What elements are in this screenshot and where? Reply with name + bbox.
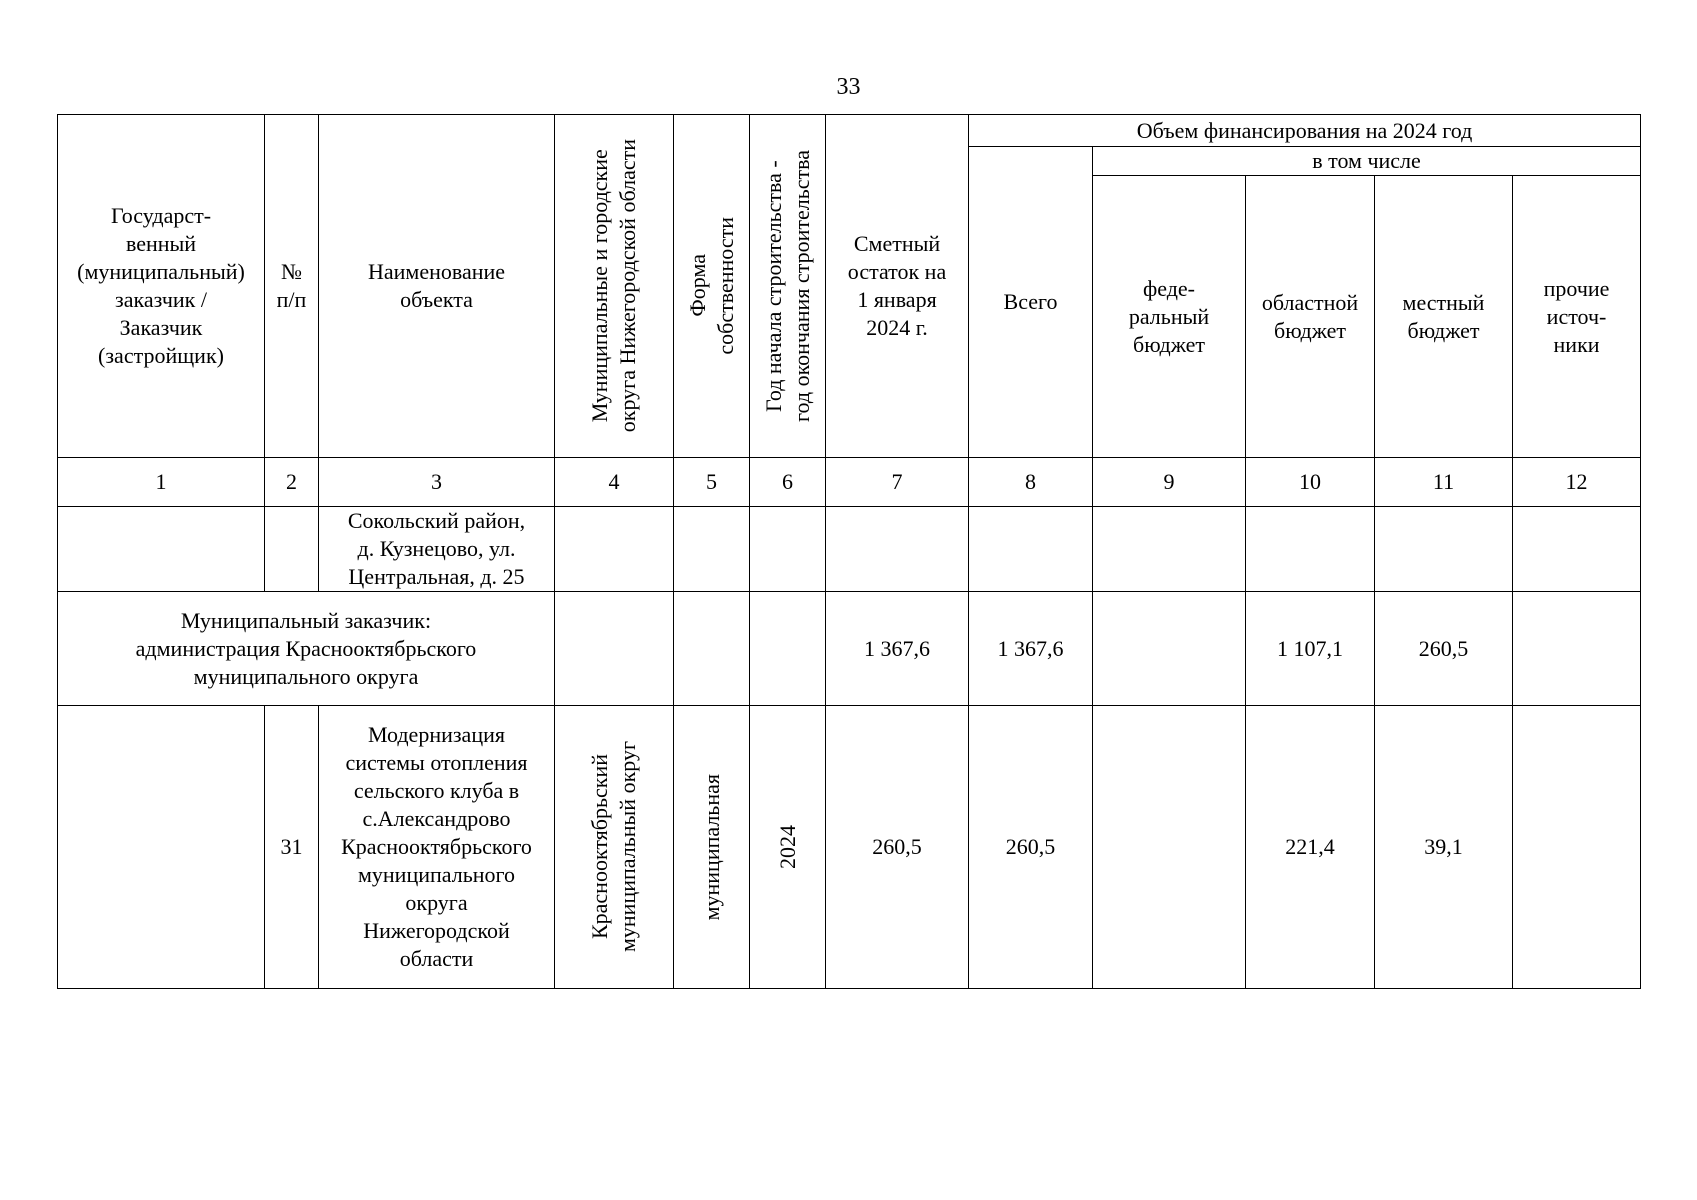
- header-ownership: [674, 115, 750, 458]
- header-financing: Объем финансирования на 2024 год: [969, 115, 1641, 147]
- cell-empty: [58, 706, 265, 989]
- cell-federal: [1093, 592, 1246, 706]
- cell-municipality-text: Краснооктябрьский муниципальный округ: [587, 741, 640, 953]
- header-municipality: [555, 115, 674, 458]
- table-row-item-31: [58, 706, 1641, 989]
- table-row-continued: [58, 507, 1641, 592]
- cell-ownership: [674, 706, 750, 989]
- cell-empty: [750, 507, 826, 592]
- cell-regional: 221,4: [1246, 706, 1375, 989]
- column-number: 11: [1375, 458, 1513, 507]
- cell-federal: [1093, 706, 1246, 989]
- cell-empty: [674, 592, 750, 706]
- column-number: 3: [319, 458, 555, 507]
- cell-empty: [265, 507, 319, 592]
- column-number: 10: [1246, 458, 1375, 507]
- cell-empty: [1513, 507, 1641, 592]
- cell-empty: [969, 507, 1093, 592]
- cell-customer: Муниципальный заказчик: администрация Краснооктябрьского муниципального округа: [58, 592, 555, 706]
- column-number: 8: [969, 458, 1093, 507]
- cell-empty: [1246, 507, 1375, 592]
- cell-estimate: 260,5: [826, 706, 969, 989]
- header-object-name: Наименование объекта: [319, 115, 555, 458]
- cell-number: 31: [265, 706, 319, 989]
- header-local: местный бюджет: [1375, 176, 1513, 458]
- column-number: 1: [58, 458, 265, 507]
- column-number: 9: [1093, 458, 1246, 507]
- page-number: 33: [836, 74, 861, 100]
- header-regional: областной бюджет: [1246, 176, 1375, 458]
- header-other: прочие источ- ники: [1513, 176, 1641, 458]
- header-including: в том числе: [1093, 147, 1641, 176]
- cell-years: [750, 706, 826, 989]
- cell-empty: [826, 507, 969, 592]
- header-total: Всего: [969, 147, 1093, 458]
- column-numbers-row: [58, 458, 1641, 507]
- cell-empty: [555, 507, 674, 592]
- header-ownership-text: Форма собственности: [684, 217, 738, 355]
- header-estimate: Сметный остаток на 1 января 2024 г.: [826, 115, 969, 458]
- cell-years-text: 2024: [774, 825, 800, 869]
- header-customer: Государст- венный (муниципальный) заказчик / Заказчик (застройщик): [58, 115, 265, 458]
- financing-table: [57, 114, 1641, 989]
- cell-municipality: [555, 706, 674, 989]
- cell-other: [1513, 706, 1641, 989]
- table-row-customer-group: [58, 592, 1641, 706]
- cell-object-name: Сокольский район, д. Кузнецово, ул. Центральная, д. 25: [319, 507, 555, 592]
- cell-empty: [1093, 507, 1246, 592]
- column-number: 2: [265, 458, 319, 507]
- cell-local: 39,1: [1375, 706, 1513, 989]
- cell-estimate: 1 367,6: [826, 592, 969, 706]
- column-number: 4: [555, 458, 674, 507]
- header-years: [750, 115, 826, 458]
- header-municipality-text: Муниципальные и городские округа Нижегородской области: [587, 139, 640, 433]
- header-federal: феде- ральный бюджет: [1093, 176, 1246, 458]
- cell-local: 260,5: [1375, 592, 1513, 706]
- cell-ownership-text: муниципальная: [698, 773, 724, 921]
- cell-other: [1513, 592, 1641, 706]
- cell-total: 1 367,6: [969, 592, 1093, 706]
- column-number: 7: [826, 458, 969, 507]
- cell-empty: [1375, 507, 1513, 592]
- cell-regional: 1 107,1: [1246, 592, 1375, 706]
- cell-object-name: Модернизация системы отопления сельского клуба в с.Александрово Краснооктябрьского муниципального округа Нижегородской области: [319, 706, 555, 989]
- column-number: 12: [1513, 458, 1641, 507]
- cell-empty: [555, 592, 674, 706]
- header-years-text: Год начала строительства - год окончания строительства: [760, 150, 814, 422]
- column-number: 6: [750, 458, 826, 507]
- cell-empty: [58, 507, 265, 592]
- cell-total: 260,5: [969, 706, 1093, 989]
- cell-empty: [750, 592, 826, 706]
- header-number: № п/п: [265, 115, 319, 458]
- column-number: 5: [674, 458, 750, 507]
- cell-empty: [674, 507, 750, 592]
